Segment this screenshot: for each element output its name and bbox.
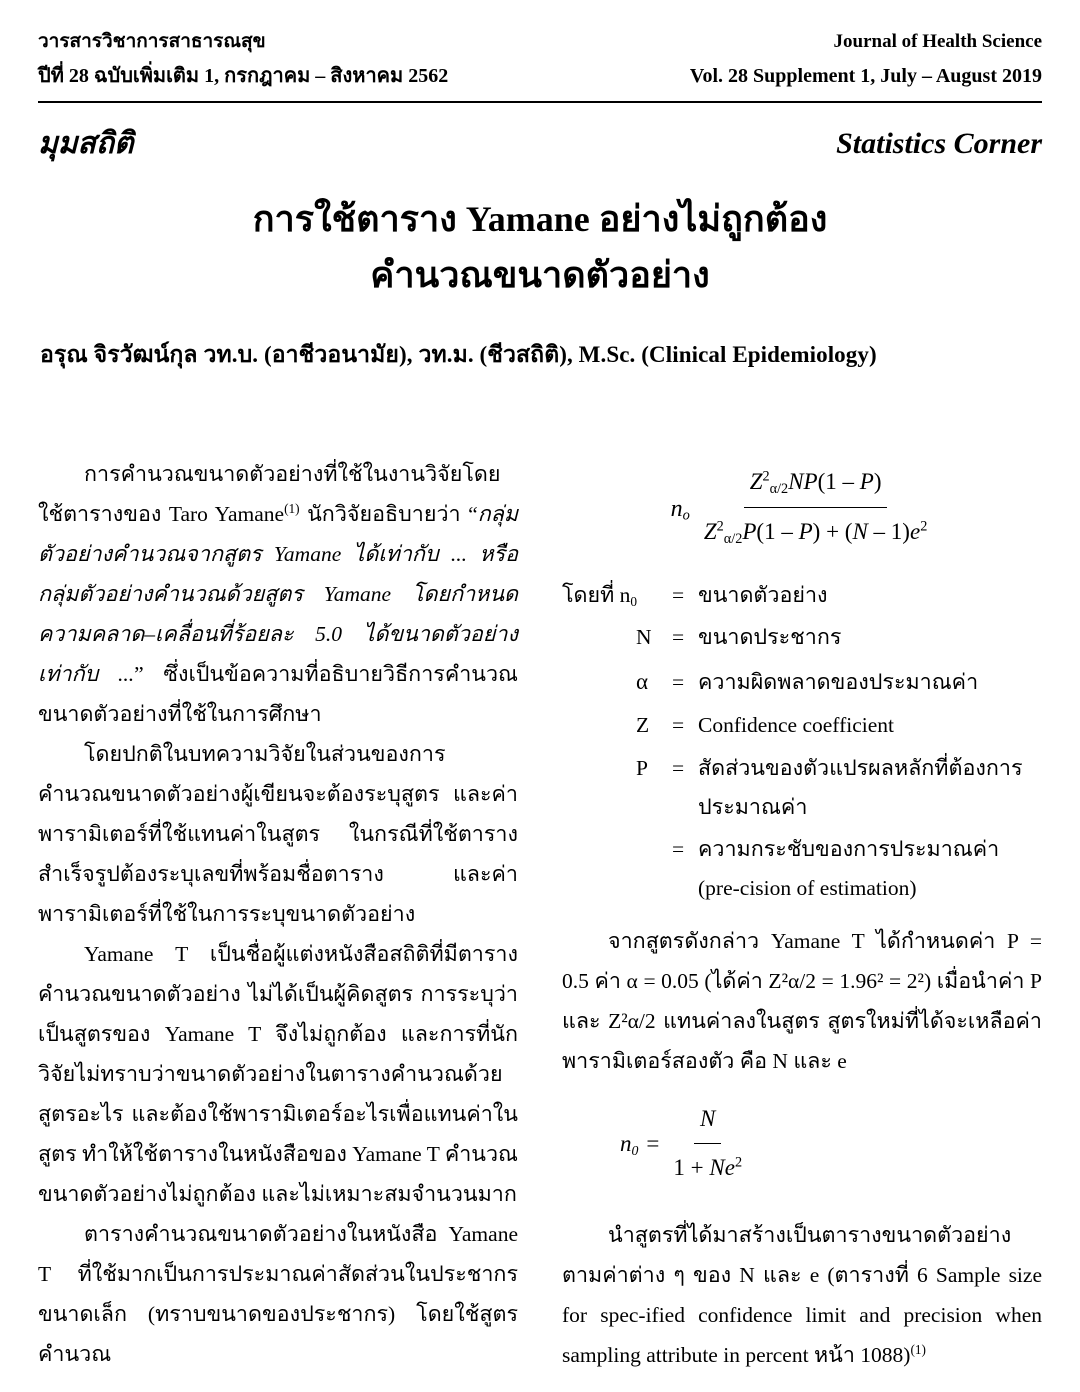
body-columns	[38, 455, 1042, 1376]
legend-row	[562, 706, 1042, 745]
right-paragraph-2	[562, 1216, 1042, 1376]
issue-info-thai: ปีที่ 28 ฉบับเพิ่มเติม 1, กรกฎาคม – สิงหาคม 2562	[38, 64, 449, 87]
right-p2-reference-marker: (1)	[910, 1342, 926, 1357]
legend-row	[562, 830, 1042, 907]
legend-definition: Confidence coefficient	[698, 713, 894, 738]
formula-sample-size-full	[562, 461, 1042, 554]
formula2-fraction	[667, 1098, 748, 1191]
legend-definition: ความกระชับของการประมาณค่า (pre-cision of estimation)	[698, 837, 1000, 901]
formula2-row	[620, 1098, 1042, 1191]
formula-legend	[562, 576, 1042, 908]
formula1-numerator: $Z^2\alpha/2NP(1 - P)$	[744, 461, 888, 508]
formula1-denominator: $Z^2\alpha/2P(1 - P) + (N - 1)e^2$	[703, 518, 928, 547]
formula2-denominator: $1 + Ne^2$	[673, 1154, 743, 1181]
right-column	[562, 455, 1042, 1376]
header-row-2	[38, 61, 1042, 91]
legend-symbol: โดยที่ $n_0$	[562, 582, 638, 609]
legend-symbol: α	[636, 668, 649, 694]
legend-definition: สัดส่วนของตัวแปรผลหลักที่ต้องการประมาณค่า	[698, 755, 1023, 819]
formula1-fraction	[698, 461, 933, 554]
legend-equals: =	[672, 669, 685, 694]
legend-row	[562, 661, 1042, 702]
p1-part-a: การคำนวณขนาดตัวอย่างที่ใช้ในงานวิจัยโดยใช้ตารางของ Taro Yamane	[38, 462, 501, 526]
author-byline: อรุณ จิรวัฒน์กุล วท.บ. (อาชีวอนามัย), วท.ม. (ชีวสถิติ), M.Sc. (Clinical Epidemiology)	[40, 342, 877, 367]
formula-sample-size-simplified	[620, 1098, 1042, 1191]
section-label-english: Statistics Corner	[836, 127, 1042, 160]
legend-intro: โดยที่	[562, 582, 615, 607]
legend-equals: =	[672, 837, 685, 862]
header-divider	[38, 101, 1042, 103]
paragraph-2: โดยปกติในบทความวิจัยในส่วนของการคำนวณขนาดตัวอย่างผู้เขียนจะต้องระบุสูตร และค่าพารามิเตอร์ที่ใช้แทนค่าในสูตร ในกรณีที่ใช้ตารางสำเร็จรูปต้องระบุเลขที่พร้อมชื่อตาราง และค่าพารามิเตอร์ที่ใช้ในการระบุขนาดตัวอย่าง	[38, 741, 518, 926]
right-p2-text: นำสูตรที่ได้มาสร้างเป็นตารางขนาดตัวอย่างตามค่าต่าง ๆ ของ N และ e (ตารางที่ 6 Sample size for spec-ified confidence limit and precision when sampling attribute in percent หน้า 1088)	[562, 1223, 1042, 1368]
header-row-1	[38, 28, 1042, 57]
page-title	[38, 192, 1042, 304]
legend-symbol: N	[636, 625, 652, 650]
journal-name-english: Journal of Health Science	[833, 31, 1042, 52]
legend-symbol: Z	[636, 713, 650, 738]
legend-equals: =	[672, 755, 685, 780]
legend-equals: =	[672, 713, 685, 738]
journal-name-thai: วารสารวิชาการสาธารณสุข	[38, 31, 266, 52]
title-line-2: คำนวณขนาดตัวอย่าง	[370, 254, 710, 295]
title-line-1: การใช้ตาราง Yamane อย่างไม่ถูกต้อง	[252, 199, 828, 239]
legend-row	[562, 576, 1042, 615]
legend-definition: ขนาดตัวอย่าง	[698, 582, 828, 607]
page-header	[38, 28, 1042, 103]
paragraph-3: Yamane T เป็นชื่อผู้แต่งหนังสือสถิติที่มีตารางคำนวณขนาดตัวอย่าง ไม่ได้เป็นผู้คิดสูตร การระบุว่าเป็นสูตรของ Yamane T จึงไม่ถูกต้อง และการที่นักวิจัยไม่ทราบว่าขนาดตัวอย่างในตารางคำนวณด้วยสูตรอะไร และต้องใช้พารามิเตอร์อะไรเพื่อแทนค่าในสูตร ทำให้ใช้ตารางในหนังสือของ Yamane T คำนวณขนาดตัวอย่างไม่ถูกต้อง และไม่เหมาะสมจำนวนมาก	[38, 941, 519, 1206]
section-label-thai: มุมสถิติ	[38, 127, 134, 160]
legend-definition: ขนาดประชากร	[698, 625, 842, 650]
issue-info-english: Vol. 28 Supplement 1, July – August 2019	[689, 64, 1042, 87]
left-column	[38, 455, 518, 1376]
paragraph-1	[38, 455, 518, 735]
p1-reference-marker: (1)	[284, 500, 300, 516]
formula2-numerator: N	[694, 1098, 721, 1145]
formula2-equals: =	[646, 1130, 660, 1156]
legend-equals: =	[672, 582, 685, 607]
legend-equals: =	[672, 625, 685, 650]
right-paragraph-1: จากสูตรดังกล่าว Yamane T ได้กำหนดค่า P = 0.5 ค่า α = 0.05 (ได้ค่า Z²α/2 = 1.96² = 2²) เมื่อนำค่า P และ Z²α/2 แทนค่าลงในสูตร สูตรใหม่ที่ได้จะเหลือค่าพารามิเตอร์สองตัว คือ N และ e	[562, 928, 1042, 1073]
legend-row	[562, 749, 1042, 826]
legend-symbol	[562, 830, 672, 869]
formula1-lhs: $n_o$	[670, 495, 690, 524]
paragraph-4: ตารางคำนวณขนาดตัวอย่างในหนังสือ Yamane T ที่ใช้มากเป็นการประมาณค่าสัดส่วนในประชากรขนาดเล็ก (ทราบขนาดของประชากร) โดยใช้สูตรคำนวณ	[38, 1221, 518, 1366]
p1-part-b: นักวิจัยอธิบายว่า “	[299, 501, 478, 526]
section-label-row	[38, 120, 1042, 167]
legend-symbol: P	[636, 755, 648, 780]
formula2-lhs: $n_0$	[620, 1130, 639, 1158]
legend-row	[562, 618, 1042, 657]
p1-quoted-italic: กลุ่มตัวอย่างคำนวณจากสูตร Yamane ได้เท่ากับ ... หรือ กลุ่มตัวอย่างคำนวณด้วยสูตร Yamane โดยกำหนดความคลาด–เคลื่อนที่ร้อยละ 5.0 ได้ขนาดตัวอย่างเท่ากับ ...	[38, 501, 518, 686]
p1-part-c: ” ซึ่งเป็นข้อความที่อธิบายวิธีการคำนวณขนาดตัวอย่างที่ใช้ในการศึกษา	[38, 661, 518, 726]
legend-definition: ความผิดพลาดของประมาณค่า	[698, 669, 979, 694]
